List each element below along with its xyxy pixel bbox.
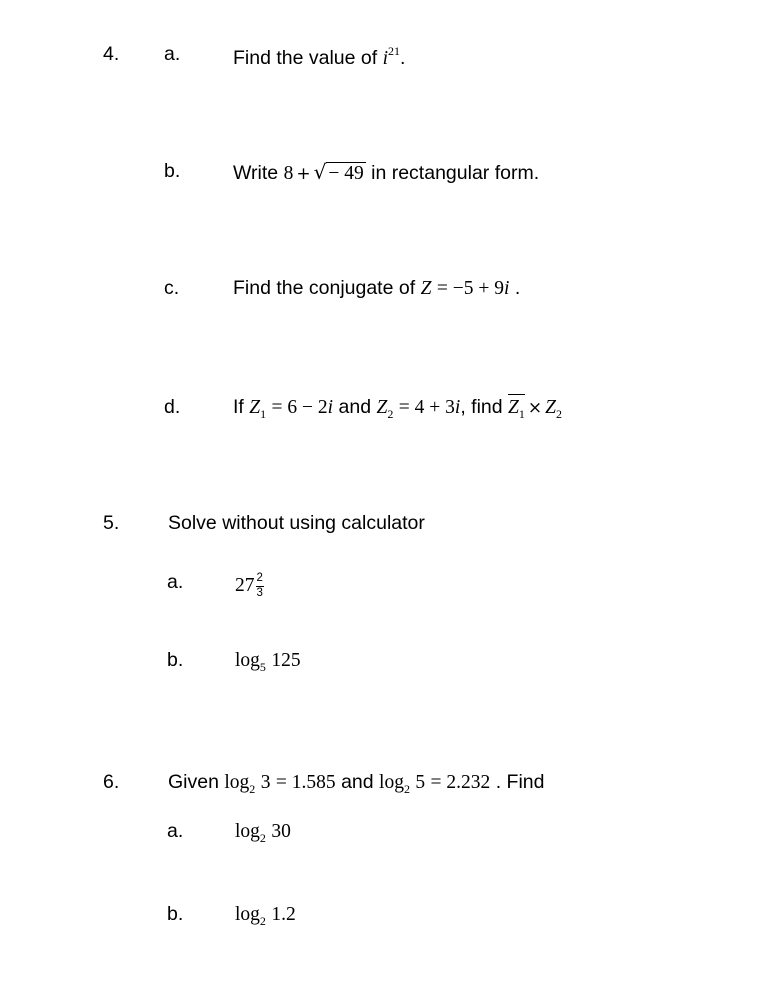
q5a-base: 27 bbox=[235, 575, 255, 596]
q4d-question bbox=[233, 398, 562, 420]
sqrt-icon: √ bbox=[313, 160, 327, 184]
q6a-expression bbox=[235, 822, 291, 844]
q4c-text: Find the conjugate of bbox=[233, 277, 416, 299]
q4d-z2-sub: 2 bbox=[387, 407, 394, 421]
q6-and: and bbox=[341, 771, 374, 793]
q4c-period: . bbox=[514, 277, 521, 299]
q6a-label: a. bbox=[167, 820, 184, 842]
q5-heading: Solve without using calculator bbox=[168, 512, 425, 534]
q6-g1-log: log bbox=[224, 772, 250, 793]
q4a-period: . bbox=[400, 47, 406, 69]
q4d-if: If bbox=[233, 396, 244, 418]
q4b-label: b. bbox=[164, 160, 181, 182]
q4d-z1-sub: 1 bbox=[260, 407, 267, 421]
q5b-expression bbox=[235, 651, 301, 673]
q6-g1-arg: 3 bbox=[260, 772, 271, 793]
q5a-exponent-fraction bbox=[256, 573, 264, 599]
q5b-arg: 125 bbox=[271, 650, 301, 671]
q5a-denominator: 3 bbox=[256, 586, 263, 599]
q6a-arg: 30 bbox=[271, 821, 291, 842]
q6b-log: log bbox=[235, 904, 260, 925]
q6-given-statement bbox=[168, 773, 545, 795]
q4c-expr: = −5 + 9 bbox=[436, 278, 504, 299]
q4b-radicand: − 49 bbox=[328, 163, 364, 184]
q4d-z1-bar: Z bbox=[508, 397, 519, 418]
q4d-expr2: = 4 + 3 bbox=[398, 397, 455, 418]
q4d-expr1: = 6 − 2 bbox=[271, 397, 328, 418]
q6-g2-val: = 2.232 bbox=[430, 772, 491, 793]
q6a-log: log bbox=[235, 821, 260, 842]
q6b-expression bbox=[235, 905, 296, 927]
q5a-label: a. bbox=[167, 571, 184, 593]
q4d-z2: Z bbox=[376, 397, 388, 418]
q6b-label: b. bbox=[167, 903, 184, 925]
q4d-z2-final: Z bbox=[545, 397, 556, 418]
q4c-question bbox=[233, 279, 520, 299]
q6-g1-base: 2 bbox=[249, 782, 256, 796]
q4b-text1: Write bbox=[233, 162, 279, 184]
q4d-z1: Z bbox=[249, 397, 261, 418]
q4d-and: and bbox=[338, 396, 372, 418]
q5a-numerator: 2 bbox=[256, 573, 264, 587]
q4b-number: 8 bbox=[283, 163, 294, 184]
q6b-arg: 1.2 bbox=[271, 904, 296, 925]
q4d-z2-final-sub: 2 bbox=[555, 407, 562, 421]
q5b-log: log bbox=[235, 650, 260, 671]
q4d-i1: i bbox=[327, 397, 334, 418]
q6-g1-val: = 1.585 bbox=[275, 772, 336, 793]
q4a-exponent: 21 bbox=[388, 44, 401, 58]
q5a-expression bbox=[235, 573, 264, 599]
q6a-base: 2 bbox=[259, 831, 266, 845]
q5b-label: b. bbox=[167, 649, 184, 671]
q4b-sqrt bbox=[314, 162, 366, 184]
q4c-var: Z bbox=[420, 278, 432, 299]
q4a-label: a. bbox=[164, 43, 181, 65]
q6-given: Given bbox=[168, 771, 219, 793]
q4b-plus: + bbox=[296, 164, 311, 184]
q4d-label: d. bbox=[164, 396, 181, 418]
q4a-base: i bbox=[382, 48, 389, 69]
q6-g2-arg: 5 bbox=[415, 772, 426, 793]
q4a-question bbox=[233, 45, 405, 69]
question-5-number: 5. bbox=[103, 512, 120, 534]
question-6-number: 6. bbox=[103, 771, 120, 793]
q4d-i2: i bbox=[454, 397, 461, 418]
q6b-base: 2 bbox=[259, 914, 266, 928]
q5b-base: 5 bbox=[259, 660, 266, 674]
q4d-z1-bar-sub: 1 bbox=[518, 407, 525, 421]
q6-g2-log: log bbox=[379, 772, 404, 793]
q4d-find: , find bbox=[460, 396, 503, 418]
q4b-text2: in rectangular form. bbox=[371, 162, 540, 184]
q6-g2-base: 2 bbox=[403, 782, 410, 796]
q4b-question bbox=[233, 162, 539, 184]
q4c-i: i bbox=[503, 278, 510, 299]
q6-find: . Find bbox=[495, 771, 545, 793]
question-4-number: 4. bbox=[103, 43, 120, 65]
q4d-z1-conjugate bbox=[508, 394, 525, 421]
q4c-label: c. bbox=[164, 277, 180, 299]
q4a-text: Find the value of bbox=[233, 47, 378, 69]
q4d-times: × bbox=[527, 398, 543, 418]
